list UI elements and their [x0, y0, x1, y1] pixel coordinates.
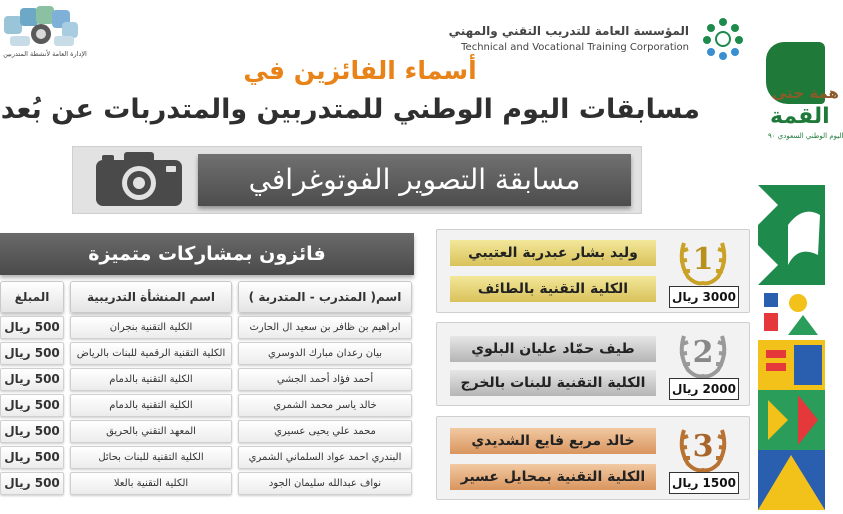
table-row-trainee: نواف عبدالله سليمان الجود: [238, 472, 412, 495]
table-row-institution: الكلية التقنية للبنات بحائل: [70, 446, 232, 469]
table-row-trainee: أحمد فؤاد أحمد الجشي: [238, 368, 412, 391]
table-row-amount: 500 ريال: [0, 394, 64, 417]
page-title-line1: أسماء الفائزين في: [243, 56, 477, 85]
camera-icon: [94, 150, 184, 208]
column-header-amount: المبلغ: [0, 281, 64, 313]
org-name-english: Technical and Vocational Training Corporation: [461, 42, 689, 53]
table-row-institution: الكلية التقنية الرقمية للبنات بالرياض: [70, 342, 232, 365]
national-day-logo: [758, 0, 843, 185]
table-row-institution: الكلية التقنية بنجران: [70, 316, 232, 339]
decorative-pattern: [758, 185, 825, 510]
table-row-amount: 500 ريال: [0, 342, 64, 365]
rank-3-number: 3: [692, 429, 714, 464]
national-day-logo-line1: همة حتى: [772, 84, 839, 102]
table-row-institution: الكلية التقنية بالدمام: [70, 394, 232, 417]
table-row-amount: 500 ريال: [0, 316, 64, 339]
table-row-trainee: خالد ياسر محمد الشمري: [238, 394, 412, 417]
table-row-trainee: ابراهيم بن ظافر بن سعيد ال الحارث: [238, 316, 412, 339]
winner-1-institution: الكلية التقنية بالطائف: [450, 276, 656, 302]
org-name-arabic: المؤسسة العامة للتدريب التقني والمهني: [448, 24, 689, 38]
bronze-medal-icon: [674, 420, 732, 476]
winner-2-name: طيف حمّاد عليان البلوي: [450, 336, 656, 362]
table-row-amount: 500 ريال: [0, 472, 64, 495]
tvtc-logo-icon: [697, 12, 749, 64]
table-row-amount: 500 ريال: [0, 420, 64, 443]
table-row-institution: المعهد التقني بالحريق: [70, 420, 232, 443]
pattern-graphic: [758, 185, 825, 510]
winner-1-name: وليد بشار عبدربة العتيبي: [450, 240, 656, 266]
winner-3-prize: 1500 ريال: [669, 472, 739, 494]
page-title-line2: مسابقات اليوم الوطني للمتدربين والمتدربات عن بُعد: [0, 94, 700, 125]
silver-medal-icon: [674, 326, 732, 382]
winner-2-institution: الكلية التقنية للبنات بالخرج: [450, 370, 656, 396]
table-row-trainee: بيان رعدان مبارك الدوسري: [238, 342, 412, 365]
decorative-band: [758, 0, 843, 510]
admin-logo-icon: [0, 4, 82, 50]
contest-name: مسابقة التصوير الفوتوغرافي: [248, 163, 581, 196]
column-header-institution: اسم المنشأة التدريبية: [70, 281, 232, 313]
winner-2-prize: 2000 ريال: [669, 378, 739, 400]
winner-3-institution: الكلية التقنية بمحايل عسير: [450, 464, 656, 490]
winner-1-prize: 3000 ريال: [669, 286, 739, 308]
table-row-trainee: البندري احمد عواد السلماني الشمري: [238, 446, 412, 469]
gold-medal-icon: [674, 233, 732, 289]
rank-2-number: 2: [692, 335, 714, 370]
honorable-mentions-title: فائزون بمشاركات متميزة: [0, 233, 414, 275]
table-row-institution: الكلية التقنية بالدمام: [70, 368, 232, 391]
table-row-amount: 500 ريال: [0, 368, 64, 391]
table-row-institution: الكلية التقنية بالعلا: [70, 472, 232, 495]
column-header-trainee: اسم( المتدرب - المتدربة ): [238, 281, 412, 313]
winner-3-name: خالد مربع فايع الشديدي: [450, 428, 656, 454]
table-row-trainee: محمد علي يحيى عسيري: [238, 420, 412, 443]
national-day-logo-line3: اليوم الوطني السعودي ٩٠: [768, 132, 843, 140]
rank-1-number: 1: [692, 242, 714, 277]
table-row-amount: 500 ريال: [0, 446, 64, 469]
admin-name: الإدارة العامة لأنشطة المتدربين: [3, 50, 87, 58]
national-day-logo-line2: القمة: [770, 104, 830, 129]
